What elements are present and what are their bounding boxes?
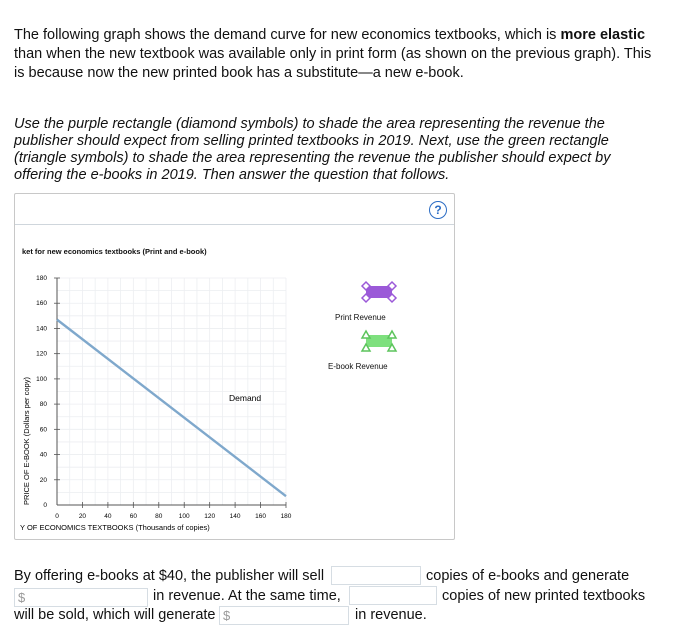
print-copies-input[interactable]	[349, 586, 437, 605]
x-tick-label: 0	[55, 513, 59, 520]
x-tick-label: 80	[155, 513, 163, 520]
triangle-marker-icon	[362, 331, 370, 338]
instructions-text: Use the purple rectangle (diamond symbols) to shade the area representing the revenue the publisher should expect from selling printed textbooks in 2019. Next, use the green rectangle (triangle symbols) to shade the area representing the revenue the publisher should expect by offering the e-books in 2019. Then answer the question that follows.	[14, 116, 611, 183]
x-axis-label: Y OF ECONOMICS TEXTBOOKS (Thousands of copies)	[20, 523, 210, 532]
x-tick-label: 60	[129, 513, 137, 520]
print-revenue-swatch	[366, 286, 392, 298]
legend-ebook-revenue: E-book Revenue	[328, 362, 388, 371]
y-tick-label: 160	[36, 300, 47, 308]
y-tick-label: 80	[39, 401, 47, 409]
y-tick-label: 20	[39, 476, 47, 484]
intro-before: The following graph shows the demand curve for new economics textbooks, which is	[14, 27, 561, 43]
x-tick-label: 20	[78, 513, 87, 520]
question-part-4: copies of new printed textbooks	[442, 588, 646, 604]
demand-label: Demand	[229, 393, 262, 403]
ebook-revenue-input[interactable]	[14, 588, 148, 607]
y-tick-label: 0	[43, 502, 47, 509]
triangle-marker-icon	[388, 331, 396, 338]
x-tick-label: 100	[178, 513, 190, 520]
intro-after: than when the new textbook was available only in print form (as shown on the previous graph). This is because now the new printed book has a substitute—a new e-book.	[14, 46, 652, 81]
question-part-2: copies of e-books and generate	[426, 568, 630, 584]
x-tick-label: 180	[280, 513, 292, 520]
question-part-6: in revenue.	[355, 607, 427, 623]
y-tick-label: 40	[39, 451, 47, 459]
intro-bold: more elastic	[560, 27, 646, 43]
print-revenue-input[interactable]	[219, 606, 349, 625]
print-revenue-tool[interactable]	[362, 282, 396, 302]
question-part-5: will be sold, which will generate	[14, 607, 216, 623]
legend-print-revenue: Print Revenue	[335, 313, 386, 322]
x-tick-label: 40	[104, 513, 112, 520]
dollar-sign: $	[18, 590, 26, 605]
y-axis-label: PRICE OF E-BOOK (Dollars per copy)	[22, 377, 31, 505]
y-tick-label: 60	[39, 426, 47, 434]
help-icon[interactable]: ?	[429, 201, 447, 219]
y-tick-label: 100	[36, 375, 47, 383]
x-tick-label: 140	[229, 513, 241, 520]
ebook-copies-input[interactable]	[331, 566, 421, 585]
question-part-3: in revenue. At the same time,	[153, 588, 341, 604]
ebook-revenue-tool[interactable]	[362, 331, 396, 351]
dollar-sign: $	[223, 608, 231, 623]
y-tick-label: 140	[36, 325, 47, 333]
y-tick-label: 120	[36, 350, 47, 358]
y-tick-label: 180	[36, 275, 47, 282]
question-part-1: By offering e-books at $40, the publisher will sell	[14, 568, 325, 584]
x-tick-label: 160	[255, 513, 266, 520]
chart-title: ket for new economics textbooks (Print and e-book)	[22, 247, 207, 256]
x-tick-label: 120	[204, 513, 216, 520]
